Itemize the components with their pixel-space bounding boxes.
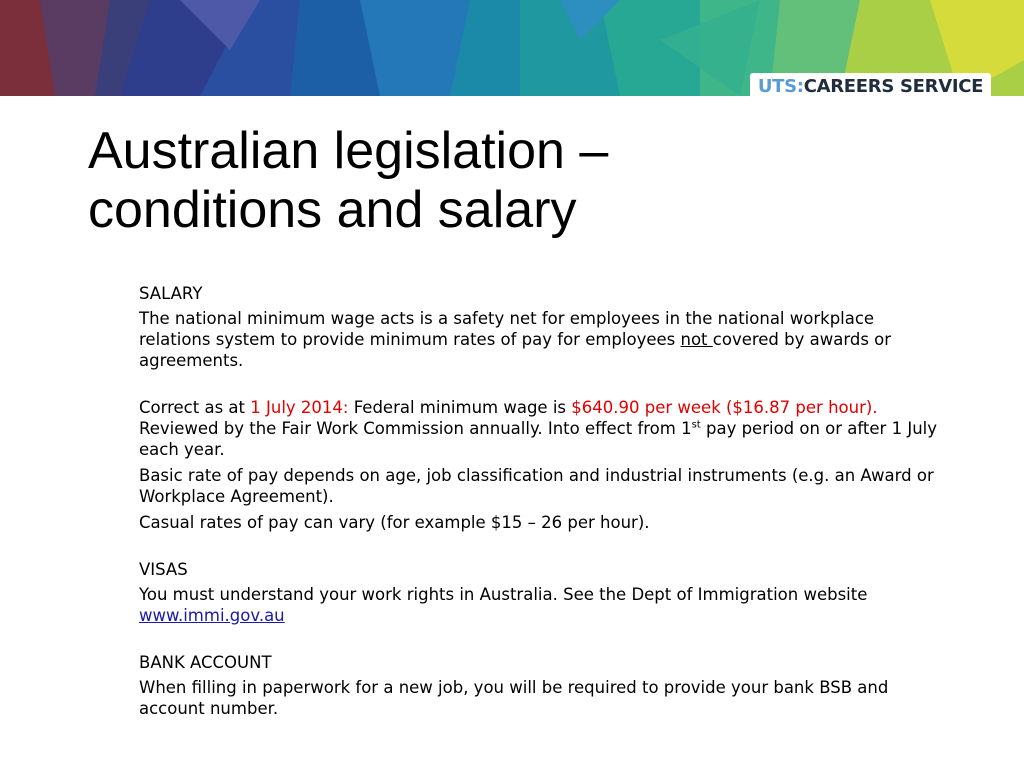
salary-intro-emphasis: not [680, 330, 713, 349]
visas-heading: VISAS [139, 560, 188, 579]
salary-intro-text: The national minimum wage acts is a safety net for employees in the national workplace relations system to provide minimum rates of pay for employees [139, 309, 875, 349]
slide-title [88, 122, 968, 240]
slide-title-line-2: conditions and salary [88, 181, 577, 239]
minimum-wage-amount: $640.90 per week ($16.87 per hour). [571, 398, 878, 417]
review-text: Reviewed by the Fair Work Commission annually. Into effect from 1 [139, 419, 692, 438]
slide-body [139, 283, 939, 719]
minimum-wage-paragraph [139, 397, 939, 460]
logo-prefix: UTS [757, 75, 797, 97]
slide-title-line-1: Australian legislation – [88, 122, 609, 180]
basic-rate-paragraph: Basic rate of pay depends on age, job classification and industrial instruments (e.g. an Award or Workplace Agreement). [139, 466, 934, 506]
bank-account-paragraph: When filling in paperwork for a new job, you will be required to provide your bank BSB and account number. [139, 678, 889, 718]
uts-careers-service-logo [750, 73, 991, 99]
immigration-website-link[interactable]: www.immi.gov.au [139, 606, 285, 625]
salary-intro-rest: covered by awards or agreements. [139, 330, 892, 370]
visas-paragraph [139, 584, 939, 626]
minimum-wage-label: Federal minimum wage is [348, 398, 572, 417]
salary-intro [139, 308, 939, 371]
bank-account-heading: BANK ACCOUNT [139, 653, 272, 672]
logo-name: CAREERS SERVICE [803, 75, 984, 97]
effective-date: 1 July 2014 [250, 398, 343, 417]
casual-rates-paragraph: Casual rates of pay can vary (for example $15 – 26 per hour). [139, 513, 650, 532]
effective-date-colon: : [342, 398, 349, 417]
ordinal-suffix: st [691, 419, 701, 431]
salary-heading: SALARY [139, 284, 203, 303]
correct-as-at-label: Correct as at [139, 398, 251, 417]
logo-separator: : [796, 75, 804, 97]
visas-text: You must understand your work rights in Australia. See the Dept of Immigration website [139, 585, 868, 604]
review-text-rest: pay period on or after 1 July each year. [139, 419, 937, 459]
